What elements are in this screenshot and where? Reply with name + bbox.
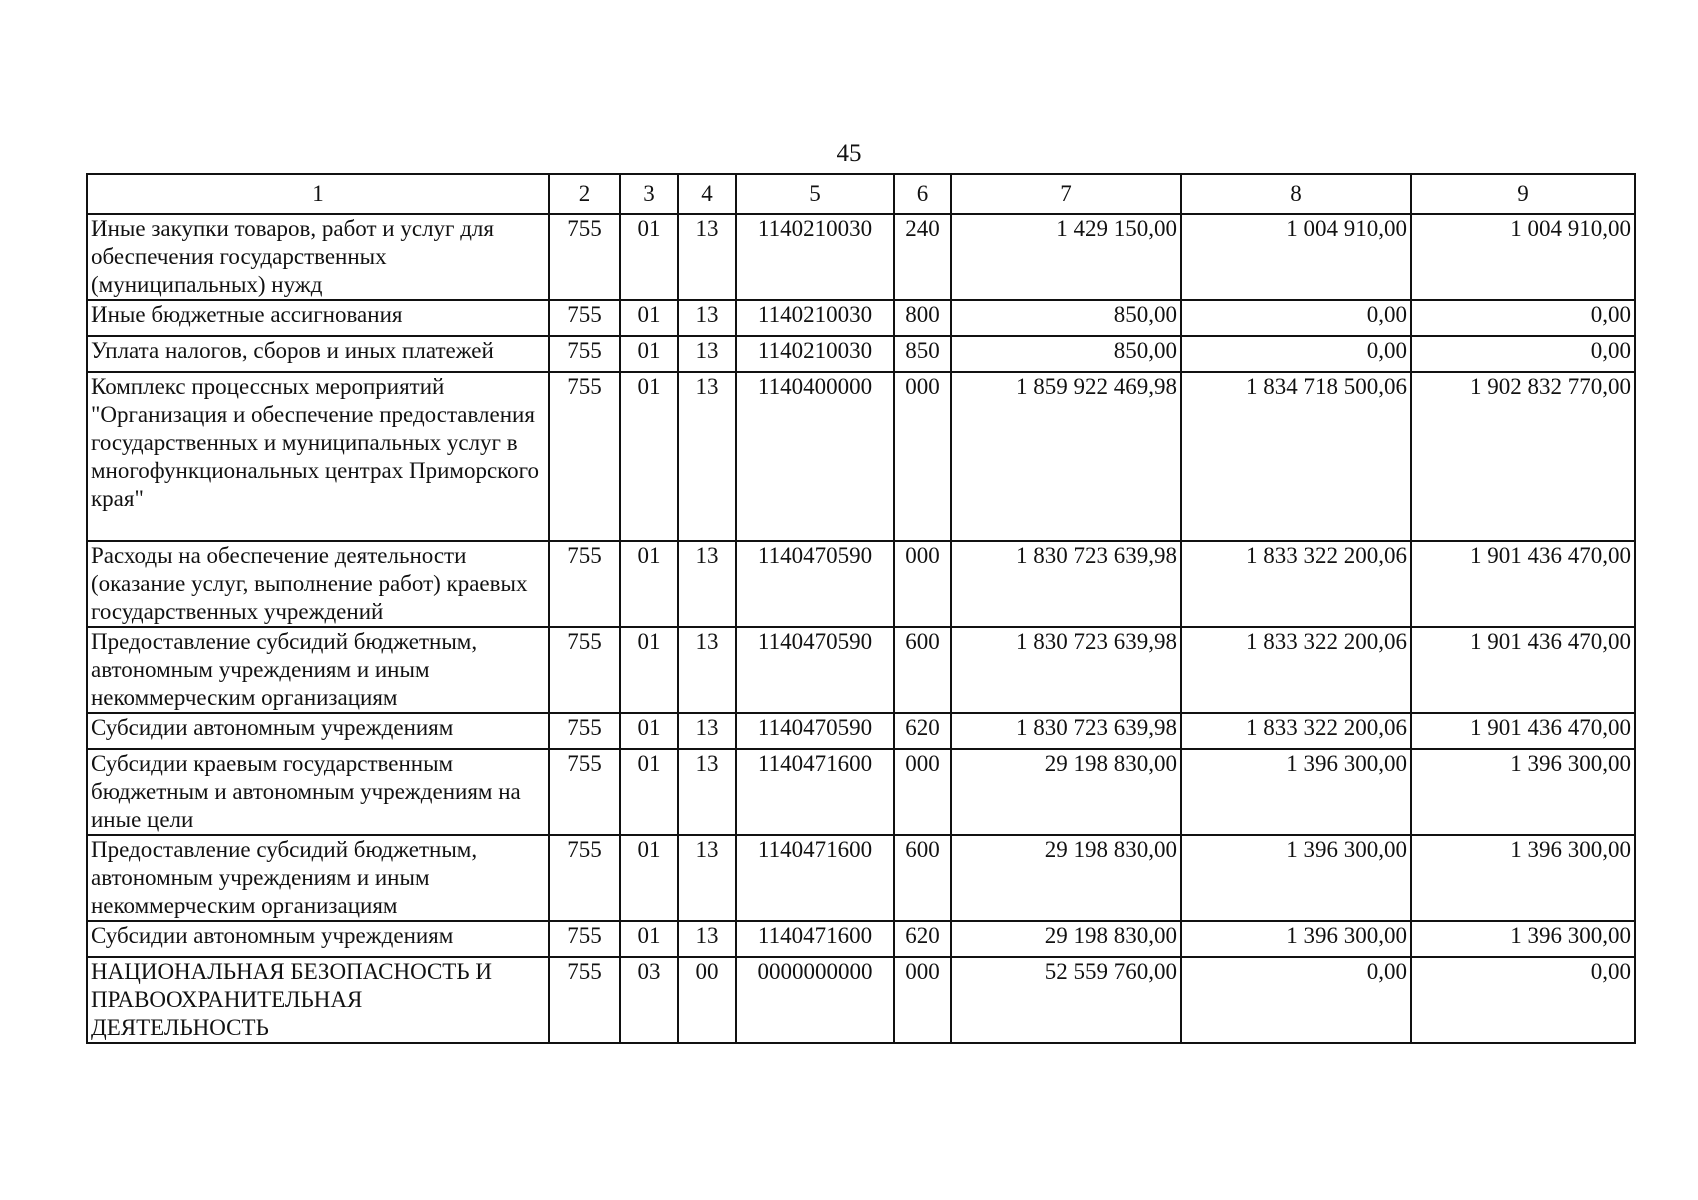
header-col-2: 2 (549, 174, 620, 214)
row-col-5: 1140471600 (736, 749, 894, 835)
row-amount-8: 1 833 322 200,06 (1181, 627, 1411, 713)
row-col-4: 13 (678, 627, 736, 713)
row-col-2: 755 (549, 214, 620, 300)
row-col-2: 755 (549, 921, 620, 957)
row-amount-9: 0,00 (1411, 957, 1635, 1043)
row-name: Уплата налогов, сборов и иных платежей (87, 336, 549, 372)
row-amount-8: 0,00 (1181, 300, 1411, 336)
row-col-3: 03 (620, 957, 678, 1043)
page-number: 45 (836, 140, 862, 167)
row-col-3: 01 (620, 627, 678, 713)
row-name: Иные закупки товаров, работ и услуг для обеспечения государственных (муниципальных) нужд (87, 214, 549, 300)
header-col-3: 3 (620, 174, 678, 214)
row-amount-9: 0,00 (1411, 300, 1635, 336)
row-col-3: 01 (620, 372, 678, 541)
row-col-6: 600 (894, 835, 951, 921)
row-col-3: 01 (620, 713, 678, 749)
row-col-3: 01 (620, 300, 678, 336)
row-amount-8: 1 396 300,00 (1181, 835, 1411, 921)
row-col-6: 000 (894, 372, 951, 541)
row-name: Предоставление субсидий бюджетным, автономным учреждениям и иным некоммерческим организациям (87, 627, 549, 713)
header-col-8: 8 (1181, 174, 1411, 214)
row-name: НАЦИОНАЛЬНАЯ БЕЗОПАСНОСТЬ И ПРАВООХРАНИТЕЛЬНАЯ ДЕЯТЕЛЬНОСТЬ (87, 957, 549, 1043)
row-col-4: 13 (678, 835, 736, 921)
row-col-2: 755 (549, 713, 620, 749)
row-col-4: 13 (678, 713, 736, 749)
row-amount-7: 850,00 (951, 300, 1181, 336)
row-col-2: 755 (549, 627, 620, 713)
row-amount-9: 1 902 832 770,00 (1411, 372, 1635, 541)
row-amount-8: 0,00 (1181, 957, 1411, 1043)
header-col-5: 5 (736, 174, 894, 214)
row-amount-7: 29 198 830,00 (951, 835, 1181, 921)
row-amount-7: 29 198 830,00 (951, 921, 1181, 957)
row-col-2: 755 (549, 300, 620, 336)
row-name: Комплекс процессных мероприятий "Организация и обеспечение предоставления государственных и муниципальных услуг в многофункциональных центрах Приморского края" (87, 372, 549, 541)
row-col-4: 13 (678, 214, 736, 300)
row-amount-7: 850,00 (951, 336, 1181, 372)
row-col-2: 755 (549, 957, 620, 1043)
row-col-6: 600 (894, 627, 951, 713)
row-col-5: 1140470590 (736, 713, 894, 749)
row-amount-9: 1 396 300,00 (1411, 921, 1635, 957)
header-col-6: 6 (894, 174, 951, 214)
row-col-3: 01 (620, 336, 678, 372)
header-col-9: 9 (1411, 174, 1635, 214)
row-amount-7: 1 429 150,00 (951, 214, 1181, 300)
row-col-3: 01 (620, 921, 678, 957)
row-amount-9: 1 901 436 470,00 (1411, 627, 1635, 713)
row-col-2: 755 (549, 336, 620, 372)
row-col-3: 01 (620, 749, 678, 835)
row-col-4: 00 (678, 957, 736, 1043)
row-amount-8: 1 833 322 200,06 (1181, 541, 1411, 627)
row-col-2: 755 (549, 749, 620, 835)
table-row (87, 300, 1635, 336)
row-amount-8: 1 004 910,00 (1181, 214, 1411, 300)
row-col-5: 1140471600 (736, 835, 894, 921)
row-col-5: 1140210030 (736, 336, 894, 372)
row-name: Субсидии автономным учреждениям (87, 921, 549, 957)
header-col-7: 7 (951, 174, 1181, 214)
table-row (87, 713, 1635, 749)
row-name: Субсидии автономным учреждениям (87, 713, 549, 749)
table-row (87, 214, 1635, 300)
row-col-5: 1140470590 (736, 541, 894, 627)
table-row (87, 336, 1635, 372)
row-amount-7: 1 830 723 639,98 (951, 541, 1181, 627)
row-col-5: 1140400000 (736, 372, 894, 541)
row-col-3: 01 (620, 541, 678, 627)
row-amount-9: 1 901 436 470,00 (1411, 541, 1635, 627)
row-col-5: 1140471600 (736, 921, 894, 957)
row-amount-9: 1 396 300,00 (1411, 835, 1635, 921)
table-row (87, 749, 1635, 835)
table-row (87, 541, 1635, 627)
row-amount-8: 1 396 300,00 (1181, 921, 1411, 957)
row-col-5: 0000000000 (736, 957, 894, 1043)
row-col-6: 000 (894, 541, 951, 627)
row-name: Расходы на обеспечение деятельности (оказание услуг, выполнение работ) краевых государственных учреждений (87, 541, 549, 627)
row-col-5: 1140210030 (736, 300, 894, 336)
row-amount-7: 1 830 723 639,98 (951, 627, 1181, 713)
row-col-4: 13 (678, 541, 736, 627)
row-col-2: 755 (549, 541, 620, 627)
row-col-4: 13 (678, 921, 736, 957)
row-amount-9: 1 004 910,00 (1411, 214, 1635, 300)
table-row (87, 372, 1635, 541)
row-amount-7: 1 859 922 469,98 (951, 372, 1181, 541)
header-row (87, 174, 1635, 214)
budget-table (86, 173, 1636, 1044)
row-amount-8: 0,00 (1181, 336, 1411, 372)
row-col-6: 850 (894, 336, 951, 372)
row-col-2: 755 (549, 372, 620, 541)
row-name: Субсидии краевым государственным бюджетным и автономным учреждениям на иные цели (87, 749, 549, 835)
row-col-6: 620 (894, 921, 951, 957)
row-col-6: 000 (894, 749, 951, 835)
row-amount-8: 1 834 718 500,06 (1181, 372, 1411, 541)
row-col-4: 13 (678, 336, 736, 372)
row-col-6: 800 (894, 300, 951, 336)
table-row (87, 627, 1635, 713)
row-col-4: 13 (678, 372, 736, 541)
table-row (87, 835, 1635, 921)
table-row (87, 921, 1635, 957)
row-col-6: 000 (894, 957, 951, 1043)
row-amount-8: 1 396 300,00 (1181, 749, 1411, 835)
row-amount-8: 1 833 322 200,06 (1181, 713, 1411, 749)
header-col-4: 4 (678, 174, 736, 214)
row-amount-7: 29 198 830,00 (951, 749, 1181, 835)
row-amount-9: 0,00 (1411, 336, 1635, 372)
row-col-6: 240 (894, 214, 951, 300)
row-amount-9: 1 901 436 470,00 (1411, 713, 1635, 749)
row-col-2: 755 (549, 835, 620, 921)
row-col-3: 01 (620, 214, 678, 300)
row-col-4: 13 (678, 749, 736, 835)
row-amount-7: 1 830 723 639,98 (951, 713, 1181, 749)
row-name: Предоставление субсидий бюджетным, автономным учреждениям и иным некоммерческим организациям (87, 835, 549, 921)
row-col-4: 13 (678, 300, 736, 336)
header-col-1: 1 (87, 174, 549, 214)
row-col-5: 1140470590 (736, 627, 894, 713)
row-amount-9: 1 396 300,00 (1411, 749, 1635, 835)
row-amount-7: 52 559 760,00 (951, 957, 1181, 1043)
row-col-6: 620 (894, 713, 951, 749)
row-col-3: 01 (620, 835, 678, 921)
row-col-5: 1140210030 (736, 214, 894, 300)
table-row (87, 957, 1635, 1043)
row-name: Иные бюджетные ассигнования (87, 300, 549, 336)
